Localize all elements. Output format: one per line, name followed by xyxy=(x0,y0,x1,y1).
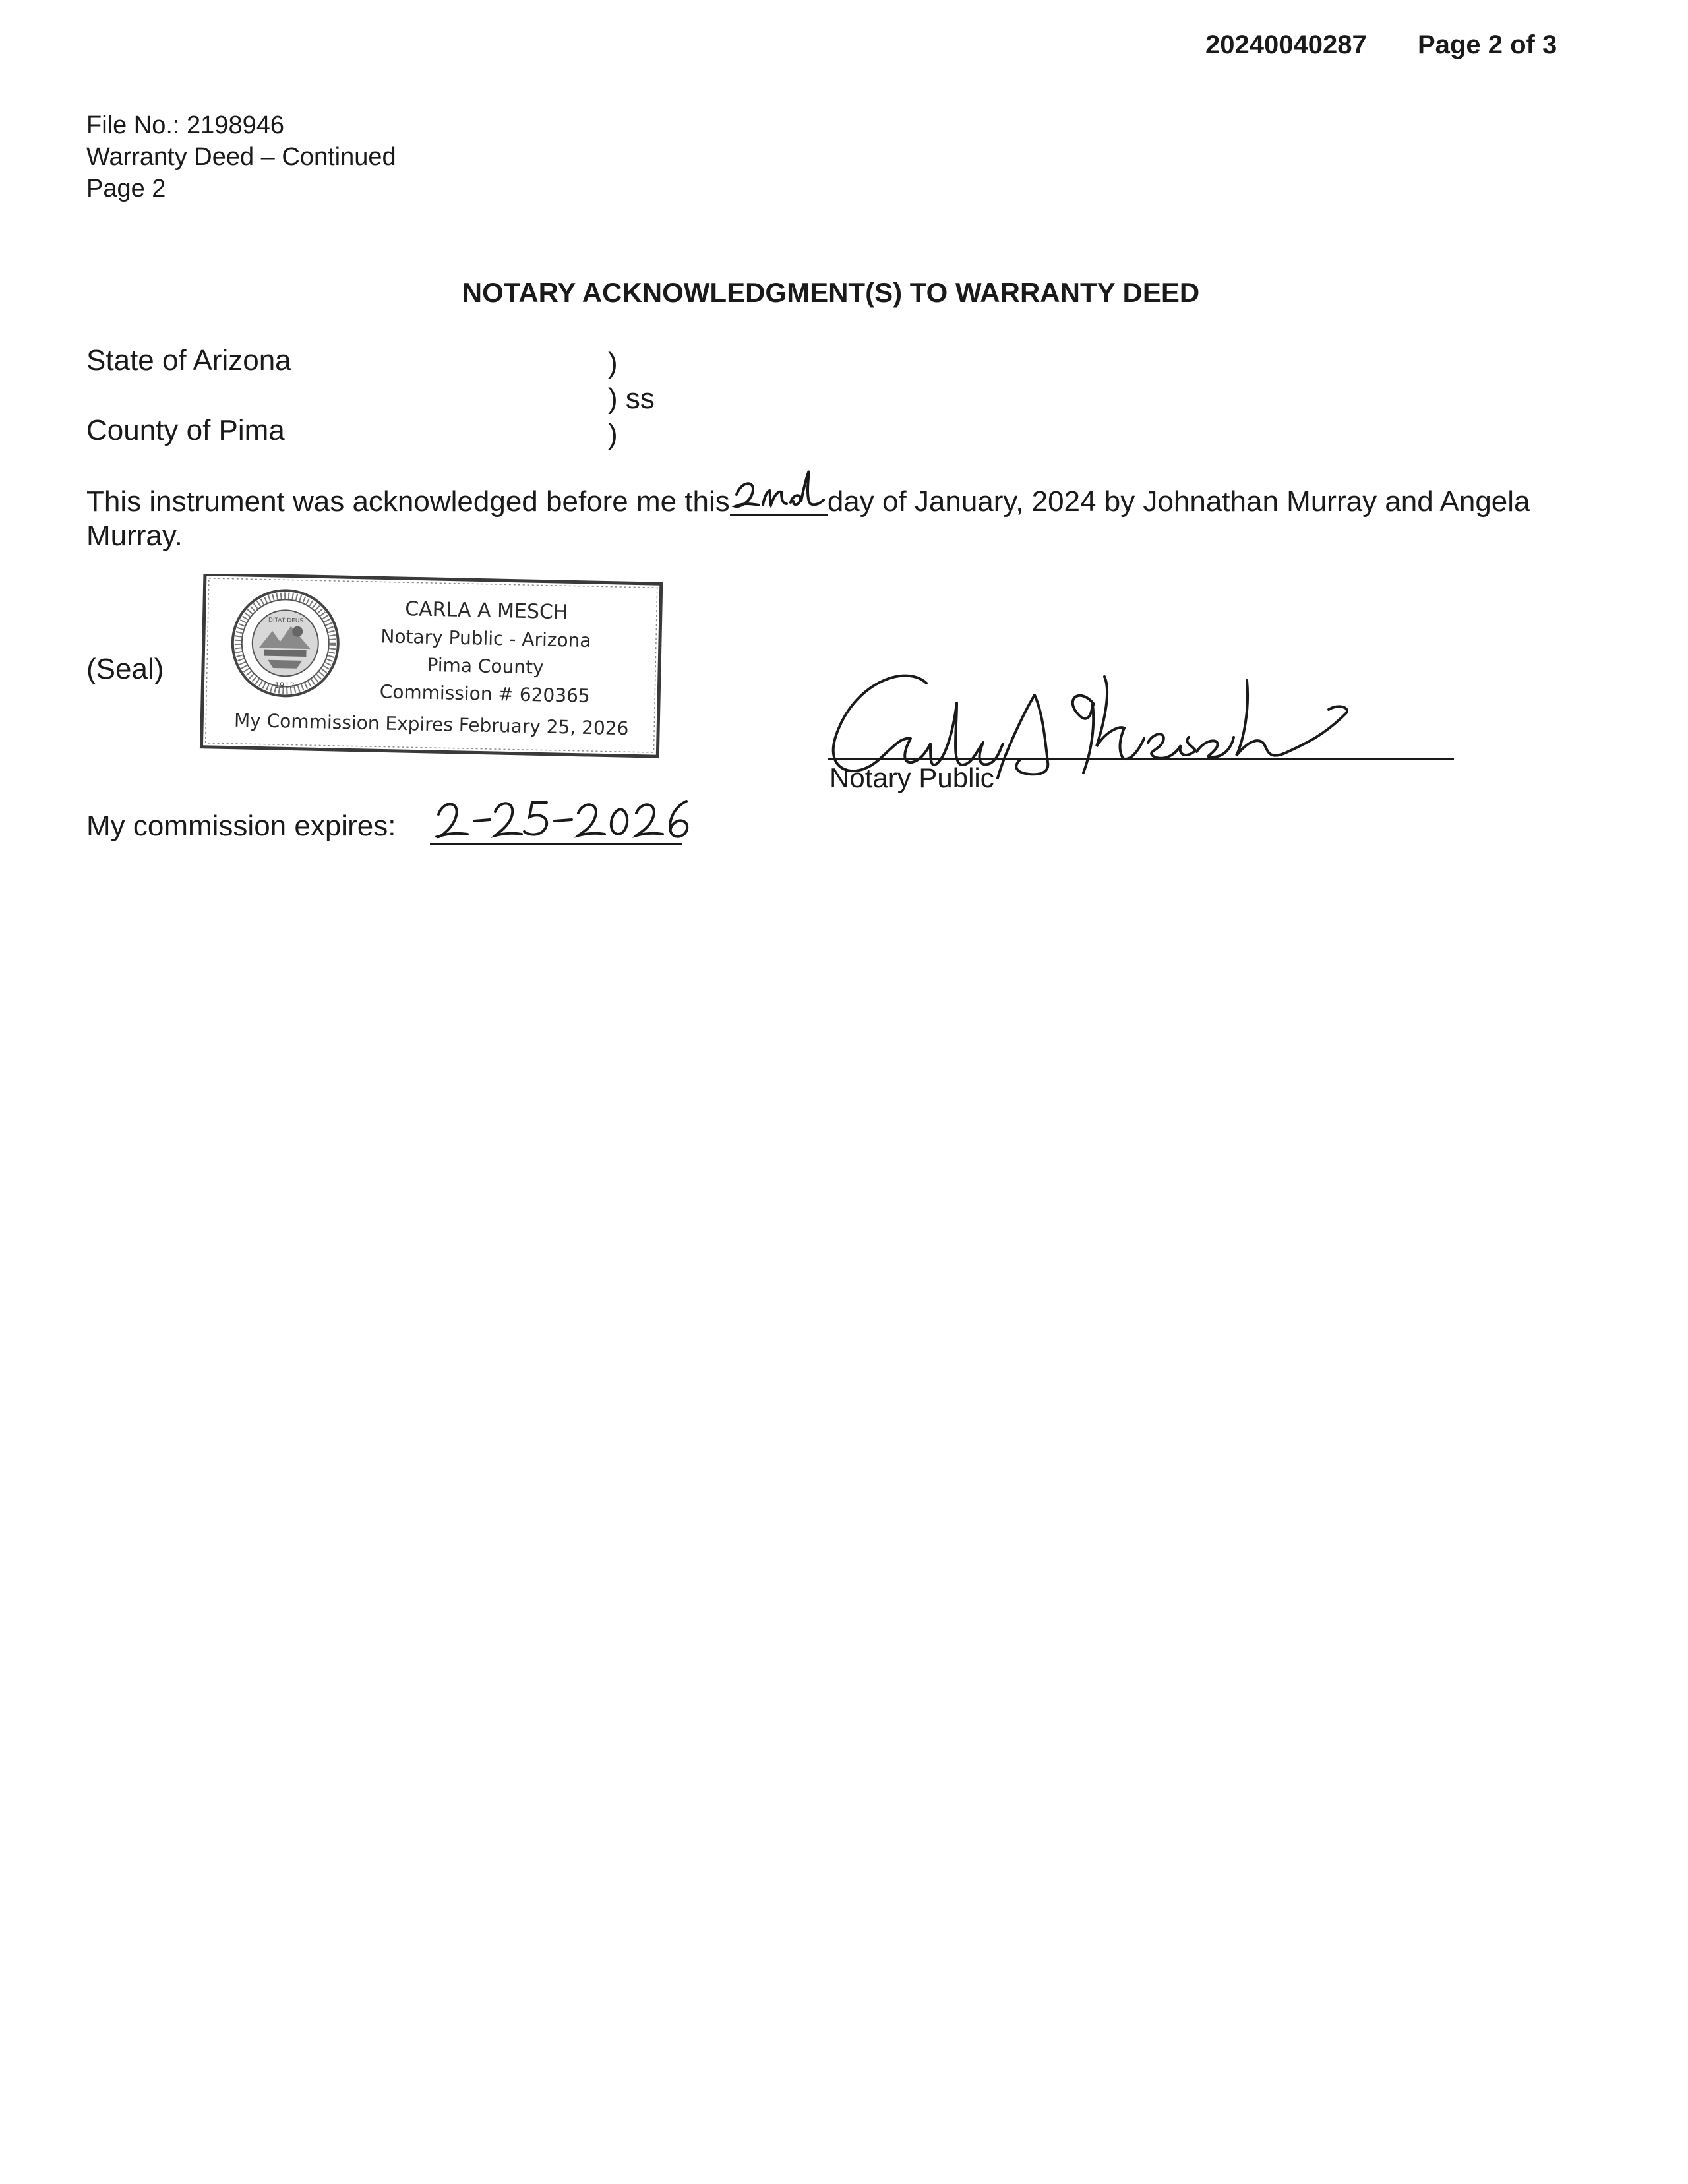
page-title: NOTARY ACKNOWLEDGMENT(S) TO WARRANTY DEED xyxy=(462,277,1200,308)
handwritten-day xyxy=(730,481,828,516)
venue-county: County of Pima xyxy=(86,414,285,446)
venue-bracket-top: ) xyxy=(608,347,618,379)
acknowledgment-text xyxy=(86,481,1603,553)
venue-state: State of Arizona xyxy=(86,344,291,377)
recording-number: 20240040287 xyxy=(1205,30,1367,59)
state-seal-icon xyxy=(231,590,339,697)
signature-line xyxy=(828,758,1454,760)
stamp-commission-expires: My Commission Expires February 25, 2026 xyxy=(233,709,629,740)
stamp-notary-title: Notary Public - Arizona xyxy=(380,625,591,652)
document-title-continued: Warranty Deed – Continued xyxy=(86,143,396,171)
page-number: Page 2 xyxy=(86,175,166,202)
acknowledgment-before: This instrument was acknowledged before me this xyxy=(86,485,730,518)
notary-stamp xyxy=(198,574,666,765)
stamp-notary-name: CARLA A MESCH xyxy=(404,597,568,624)
file-number: File No.: 2198946 xyxy=(86,111,284,139)
handwritten-expiration-date xyxy=(432,795,696,847)
stamp-commission-number: Commission # 620365 xyxy=(379,681,591,708)
stamp-county: Pima County xyxy=(427,653,544,679)
commission-expires-label: My commission expires: xyxy=(86,810,396,842)
seal-label: (Seal) xyxy=(86,653,164,685)
venue-bracket-bottom: ) xyxy=(608,418,618,450)
commission-expires-line xyxy=(430,843,682,845)
page-indicator: Page 2 of 3 xyxy=(1418,30,1557,59)
acknowledgment-after: day of January, 2024 by Johnathan Murray and Angela Murray. xyxy=(86,485,1530,552)
notary-public-label: Notary Public xyxy=(829,762,994,793)
svg-text:DITAT DEUS: DITAT DEUS xyxy=(268,617,304,624)
svg-text:1912: 1912 xyxy=(274,681,295,690)
handwritten-day-icon xyxy=(730,468,828,514)
venue-bracket-ss: ) ss xyxy=(608,382,655,415)
